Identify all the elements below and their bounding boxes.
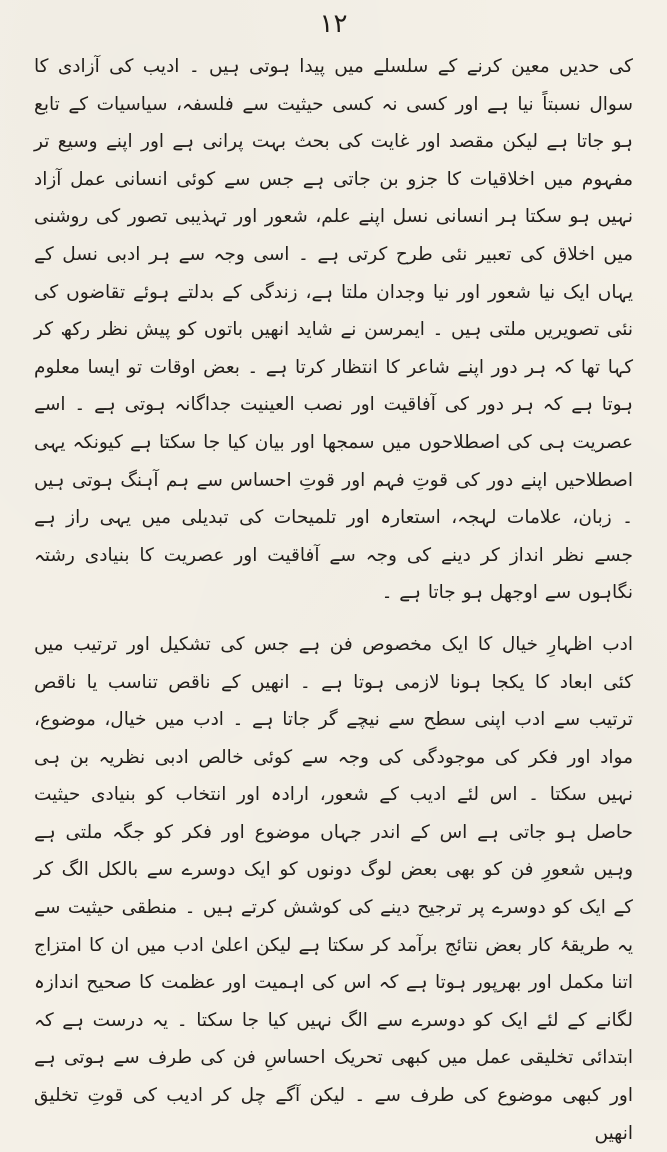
page-number: ۱۲	[319, 9, 348, 39]
body-text	[34, 48, 633, 1144]
paragraph-1: کی حدیں معین کرنے کے سلسلے میں پیدا ہوتی ہیں ۔ ادیب کی آزادی کا سوال نسبتاً نیا ہے اور کسی نہ کسی حیثیت سے فلسفہ، سیاسیات کے تابع ہو جاتا ہے لیکن مقصد اور غایت کی بحث بہت پرانی ہے اور اپنے وسیع تر مفہوم میں اخلاقیات کا جزو بن جاتی ہے جس سے کوئی انسانی عمل آزاد نہیں ہو سکتا ہر انسانی نسل اپنے علم، شعور اور تہذیبی تصور کی روشنی میں اخلاق کی تعبیر نئی طرح کرتی ہے ۔ اسی وجہ سے ہر ادبی نسل کے یہاں ایک نیا شعور اور نیا وجدان ملتا ہے، زندگی کے بدلتے ہوئے تقاضوں کی نئی تصویریں ملتی ہیں ۔ ایمرسن نے شاید انھیں باتوں کو پیش نظر رکھ کر کہا تھا کہ ہر دور اپنے شاعر کا انتظار کرتا ہے ۔ بعض اوقات تو ایسا معلوم ہوتا ہے کہ ہر دور کی آفاقیت اور نصب العینیت جداگانہ ہوتی ہے ۔ اسے عصریت ہی کی اصطلاحوں میں سمجھا اور بیان کیا جا سکتا ہے کیونکہ یہی اصطلاحیں اپنے دور کی قوتِ فہم اور قوتِ احساس سے ہم آہنگ ہوتی ہیں ۔ زبان، علامات لہجہ، استعارہ اور تلمیحات کی تبدیلی میں یہی راز ہے جسے نظر انداز کر دینے کی وجہ سے آفاقیت اور عصریت کا بنیادی رشتہ نگاہوں سے اوجھل ہو جاتا ہے ۔	[34, 56, 633, 604]
paragraph-2: ادب اظہارِ خیال کا ایک مخصوص فن ہے جس کی تشکیل اور ترتیب میں کئی ابعاد کا یکجا ہونا لازمی ہوتا ہے ۔ انھیں کے ناقص تناسب یا ناقص ترتیب سے ادب اپنی سطح سے نیچے گر جاتا ہے ۔ ادب میں خیال، موضوع، مواد اور فکر کی موجودگی کی وجہ سے کوئی خالص ادبی نظریہ بن ہی نہیں سکتا ۔ اس لئے ادیب کے شعور، ارادہ اور انتخاب کو بنیادی حیثیت حاصل ہو جاتی ہے اس کے اندر جہاں موضوع اور فکر کو جگہ ملتی ہے وہیں شعورِ فن کو بھی بعض لوگ دونوں کو ایک دوسرے سے بالکل الگ کر کے ایک کو دوسرے پر ترجیح دینے کی کوشش کرتے ہیں ۔ منطقی حیثیت سے یہ طریقۂ کار بعض نتائج برآمد کر سکتا ہے لیکن اعلیٰ ادب میں ان کا امتزاج اتنا مکمل اور بھرپور ہوتا ہے کہ اس کی اہمیت اور عظمت کا صحیح اندازہ لگانے کے لئے ایک کو دوسرے سے الگ نہیں کیا جا سکتا ۔ یہ درست ہے کہ ابتدائی تخلیقی عمل میں کبھی تحریک احساسِ فن کی طرف سے ہوتی ہے اور کبھی موضوع کی طرف سے ۔ لیکن آگے چل کر ادیب کی قوتِ تخلیق انھیں	[34, 633, 633, 1144]
